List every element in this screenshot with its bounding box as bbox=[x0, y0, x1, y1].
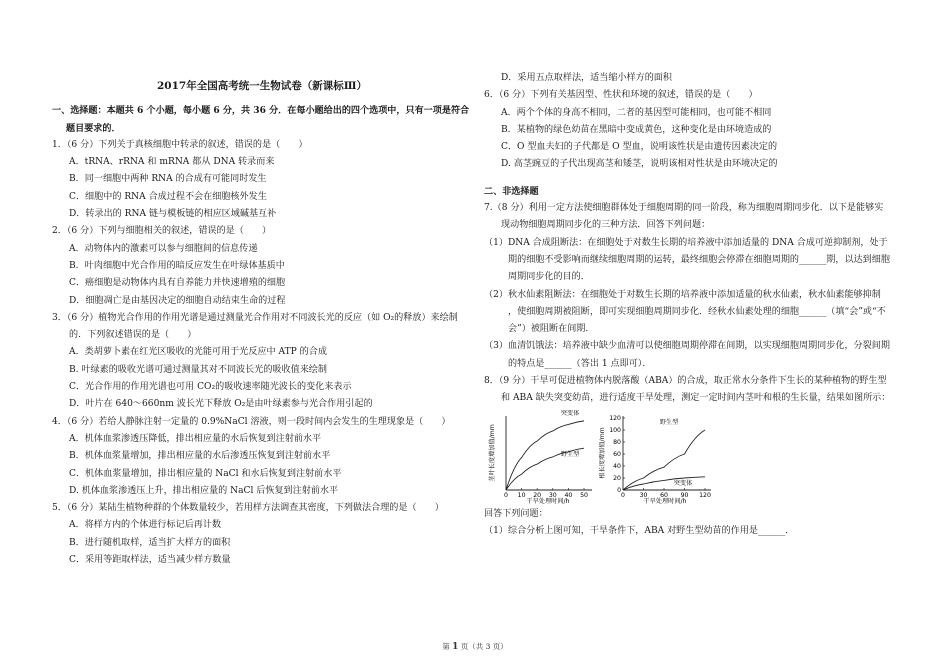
q3-stem: 3．（6 分）植物光合作用的作用光谱是通过测量光合作用对不同波长光的反应（如 O₂的释放）来绘制 bbox=[52, 312, 458, 323]
q3-option-b: B. 叶绿素的吸收光谱可通过测量其对不同波长光的吸收值来绘制 bbox=[69, 364, 327, 375]
q3-option-c: C．光合作用的作用光谱也可用 CO₂的吸收速率随光波长的变化来表示 bbox=[69, 382, 352, 393]
chart1-x-tick-label: 40 bbox=[564, 491, 573, 499]
q8-stem-cont: 和 ABA 缺失突变幼苗，进行适度干旱处理，测定一定时间内茎叶和根的生长量，结果如图所示： bbox=[501, 393, 891, 404]
chart1-xlabel: 干旱处理时间/h bbox=[526, 497, 570, 505]
chart2-y-tick-label: 0 bbox=[617, 486, 621, 494]
section1-heading bbox=[52, 102, 472, 137]
footer-post: 页（共 3 页） bbox=[458, 642, 508, 651]
q6-option-c: C．O 型血夫妇的子代都是 O 型血，说明该性状是由遗传因素决定的 bbox=[501, 142, 778, 153]
stem-leaf-growth-chart bbox=[484, 410, 599, 506]
q4-option-c: C．机体血浆量增加，排出相应量的 NaCl 和水后恢复到注射前水平 bbox=[69, 468, 342, 479]
q5-stem: 5．（6 分）某陆生植物种群的个体数量较少，若用样方法调查其密度，下列做法合理的是（ ） bbox=[52, 503, 444, 514]
right-column bbox=[484, 70, 899, 540]
q7-part2-line1: （2）秋水仙素阻断法：在细胞处于对数生长期的培养液中添加适量的秋水仙素，秋水仙素能够抑制 bbox=[484, 289, 881, 300]
q8-sub1: （1）综合分析上图可知，干旱条件下，ABA 对野生型幼苗的作用是______． bbox=[484, 525, 795, 536]
chart2-series-1-line bbox=[623, 430, 705, 490]
chart2-series-1-label: 野生型 bbox=[659, 418, 679, 426]
q5-option-b: B．进行随机取样，适当扩大样方的面积 bbox=[69, 537, 231, 548]
chart1-x-tick-label: 0 bbox=[504, 491, 508, 499]
chart1-x-tick-label: 30 bbox=[548, 491, 557, 499]
q2-stem: 2．（6 分）下列与细胞相关的叙述，错误的是（ ） bbox=[52, 226, 272, 237]
q3-option-d: D．叶片在 640～660nm 波长光下释放 O₂是由叶绿素参与光合作用引起的 bbox=[69, 399, 373, 410]
q8-stem: 8．（9 分）干旱可促进植物体内脱落酸（ABA）的合成，取正常水分条件下生长的某种植物的野生型 bbox=[484, 376, 887, 387]
q1-option-b: B．同一细胞中两种 RNA 的合成有可能同时发生 bbox=[69, 174, 267, 185]
q6-stem: 6．（6 分）下列有关基因型、性状和环境的叙述，错误的是（ ） bbox=[484, 90, 758, 101]
q2-option-b: B．叶肉细胞中光合作用的暗反应发生在叶绿体基质中 bbox=[69, 260, 285, 271]
q2-option-d: D．细胞凋亡是由基因决定的细胞自动结束生命的过程 bbox=[69, 295, 286, 306]
q7-part2-line2: ，使细胞周期被阻断，即可实现细胞周期同步化．经秋水仙素处理的细胞______（填“会”或“不 bbox=[508, 306, 886, 317]
question-1 bbox=[52, 137, 472, 223]
page-footer bbox=[0, 641, 950, 652]
chart2-y-tick-label: 100 bbox=[609, 426, 621, 434]
chart1-x-tick-label: 10 bbox=[517, 491, 526, 499]
q7-part1-line1: （1）DNA 合成阻断法：在细胞处于对数生长期的培养液中添加适量的 DNA 合成可逆抑制剂，处于 bbox=[484, 237, 888, 248]
chart2-y-tick-label: 60 bbox=[613, 450, 621, 458]
q6-option-a: A．两个个体的身高不相同，二者的基因型可能相同，也可能不相同 bbox=[501, 107, 772, 118]
question-7 bbox=[484, 200, 899, 373]
chart2-x-tick-label: 60 bbox=[660, 491, 668, 499]
footer-pre: 第 bbox=[442, 642, 453, 651]
q3-stem-cont: 的．下列叙述错误的是（ ） bbox=[69, 330, 197, 341]
q1-option-c: C．细胞中的 RNA 合成过程不会在细胞核外发生 bbox=[69, 191, 267, 202]
chart1-x-tick-label: 20 bbox=[533, 491, 542, 499]
q8-figure bbox=[484, 410, 899, 506]
q1-option-d: D．转录出的 RNA 链与模板链的相应区域碱基互补 bbox=[69, 209, 277, 220]
chart2-xlabel: 干旱处理时间/h bbox=[643, 497, 687, 505]
q7-part2-line3: 会”）被阻断在间期． bbox=[508, 324, 595, 335]
q7-stem: 7.（8 分）利用一定方法使细胞群体处于细胞周期的同一阶段，称为细胞周期同步化．以下是能够实 bbox=[484, 203, 884, 214]
chart2-y-tick-label: 80 bbox=[613, 438, 621, 446]
chart2-ylabel: 根长度增加值/mm bbox=[599, 427, 606, 479]
chart2-y-tick-label: 20 bbox=[613, 474, 621, 482]
chart1-x-tick-label: 50 bbox=[580, 491, 588, 499]
q3-option-a: A．类胡萝卜素在红光区吸收的光能可用于光反应中 ATP 的合成 bbox=[69, 347, 327, 358]
section1-heading-line1: 一、选择题：本题共 6 个小题，每小题 6 分，共 36 分．在每小题给出的四个选项中，只有一项是符合 bbox=[52, 105, 470, 117]
page-title: 2017年全国高考统一生物试卷（新课标Ⅲ） bbox=[156, 80, 367, 92]
chart2-x-tick-label: 120 bbox=[699, 491, 711, 499]
chart1-ylabel: 茎叶长度增加值/mm bbox=[489, 423, 496, 482]
chart2-x-tick-label: 0 bbox=[621, 491, 625, 499]
section1-heading-line2: 题目要求的． bbox=[66, 122, 121, 134]
q4-option-d: D. 机体血浆渗透压上升，排出相应量的 NaCl 后恢复到注射前水平 bbox=[69, 485, 339, 496]
q4-stem: 4．（6 分）若给人静脉注射一定量的 0.9%NaCl 溶液，则一段时间内会发生的生理现象是（ ） bbox=[52, 416, 451, 427]
q6-option-b: B．某植物的绿色幼苗在黑暗中变成黄色，这种变化是由环境造成的 bbox=[501, 124, 772, 135]
q7-part3-line2: 的特点是______（答出 1 点即可）． bbox=[508, 358, 652, 369]
q4-option-b: B．机体血浆量增加，排出相应量的水后渗透压恢复到注射前水平 bbox=[69, 451, 331, 462]
chart2-y-tick-label: 120 bbox=[609, 414, 621, 422]
section2-heading: 二、非选择题 bbox=[484, 185, 539, 197]
chart2-y-tick-label: 40 bbox=[613, 462, 621, 470]
q2-option-a: A．动物体内的激素可以参与细胞间的信息传递 bbox=[69, 243, 258, 254]
footer-page-number: 1 bbox=[452, 642, 459, 652]
root-growth-chart bbox=[599, 410, 719, 506]
chart2-x-tick-label: 90 bbox=[680, 491, 689, 499]
q7-part1-line2: 期的细胞不受影响而继续细胞周期的运转，最终细胞会停滞在细胞周期的______期，以达到细胞 bbox=[508, 254, 890, 265]
q6-option-d: D. 高茎豌豆的子代出现高茎和矮茎，说明该相对性状是由环境决定的 bbox=[501, 159, 778, 170]
q7-part1-line3: 周期同步化的目的． bbox=[508, 272, 590, 283]
q1-option-a: A．tRNA、rRNA 和 mRNA 都从 DNA 转录而来 bbox=[69, 157, 275, 168]
q4-option-a: A．机体血浆渗透压降低，排出相应量的水后恢复到注射前水平 bbox=[69, 433, 322, 444]
q7-stem-cont: 现动物细胞周期同步化的三种方法．回答下列问题： bbox=[501, 220, 711, 231]
q5-option-d: D．采用五点取样法，适当缩小样方的面积 bbox=[501, 73, 672, 83]
q2-option-c: C．癌细胞是动物体内具有自养能力并快速增殖的细胞 bbox=[69, 278, 286, 289]
chart1-series-2-label: 野生型 bbox=[560, 450, 580, 458]
question-6 bbox=[484, 87, 899, 173]
left-column bbox=[52, 70, 472, 569]
chart1-series-1-label: 突变体 bbox=[560, 409, 580, 417]
q5-option-a: A．将样方内的个体进行标记后再计数 bbox=[69, 520, 222, 531]
chart2-x-tick-label: 30 bbox=[639, 491, 648, 499]
question-8 bbox=[484, 373, 899, 540]
q1-stem: 1．（6 分）下列关于真核细胞中转录的叙述，错误的是（ ） bbox=[52, 139, 308, 150]
q5-option-c: C．采用等距取样法，适当减少样方数量 bbox=[69, 555, 231, 566]
question-2 bbox=[52, 223, 472, 309]
question-5 bbox=[52, 500, 472, 569]
question-3 bbox=[52, 310, 472, 414]
q8-answer-prompt: 回答下列问题： bbox=[484, 508, 548, 519]
question-4 bbox=[52, 414, 472, 500]
chart2-series-2-label: 突变体 bbox=[673, 479, 693, 487]
q7-part3-line1: （3）血清饥饿法：培养液中缺少血清可以使细胞周期停滞在间期，以实现细胞周期同步化，分裂间期 bbox=[484, 341, 890, 352]
